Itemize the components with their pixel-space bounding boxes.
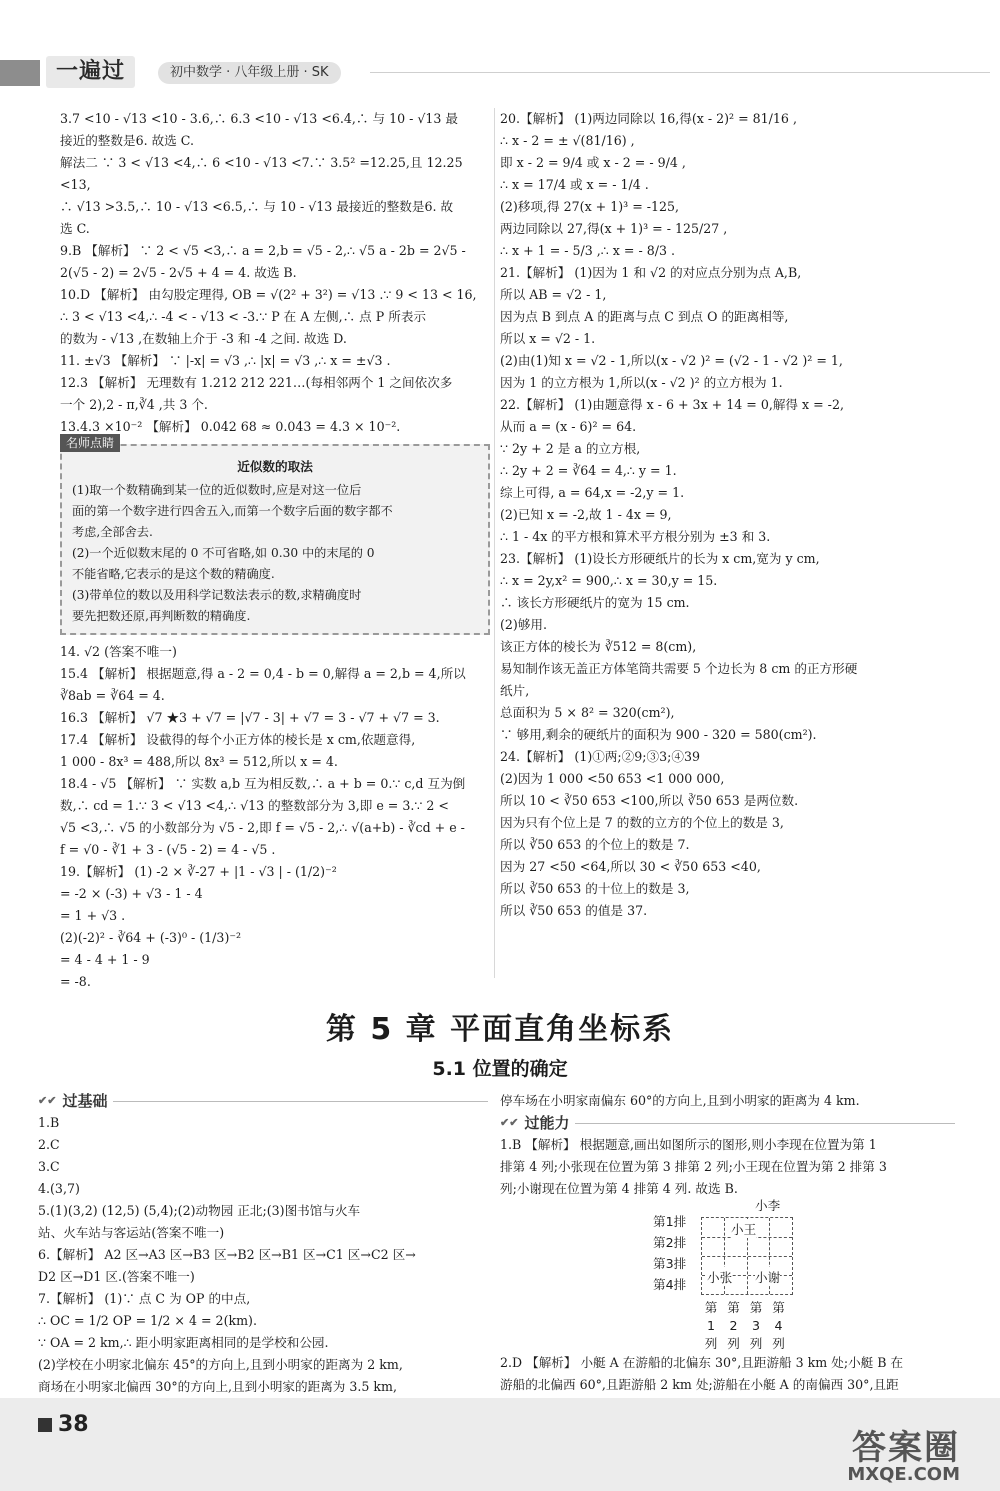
answer-line: ∴ 3 < √13 <4,∴ -4 < - √13 < -3.∵ P 在 A 左侧,∴ 点 P 所表示 bbox=[60, 309, 427, 324]
left-column bbox=[60, 108, 490, 993]
answer-line: 15.4 【解析】 根据题意,得 a - 2 = 0,4 - b = 0,解得 a = 2,b = 4,所以 bbox=[60, 666, 466, 681]
answer-line: 排第 4 列;小张现在位置为第 3 排第 2 列;小王现在位置为第 2 排第 3 bbox=[500, 1159, 887, 1174]
answer-line: ∵ OA = 2 km,∴ 距小明家距离相同的是学校和公园. bbox=[38, 1335, 329, 1350]
check-icon: ✔✔ bbox=[38, 1094, 57, 1107]
answer-line: (2)(-2)² - ∛64 + (-3)⁰ - (1/3)⁻² bbox=[60, 930, 242, 945]
basic-title-rule bbox=[113, 1101, 488, 1102]
tip-line: 不能省略,它表示的是这个数的精确度. bbox=[72, 567, 275, 581]
answer-line: D2 区→D1 区.(答案不唯一) bbox=[38, 1269, 195, 1284]
ability-answers bbox=[500, 1134, 955, 1200]
basic-title bbox=[38, 1090, 488, 1112]
answer-line: 23.【解析】 (1)设长方形硬纸片的长为 x cm,宽为 y cm, bbox=[500, 551, 820, 566]
column-label: 第 2 列 bbox=[727, 1300, 740, 1351]
answer-line: ∴ √13 >3.5,∴ 10 - √13 <6.5,∴ 与 10 - √13 最接近的整数是6. 故 bbox=[60, 199, 454, 214]
answer-line: 从而 a = (x - 6)² = 64. bbox=[500, 419, 637, 434]
answer-line: ∴ 2y + 2 = ∛64 = 4,∴ y = 1. bbox=[500, 463, 677, 478]
answer-line: ∴ 该长方形硬纸片的宽为 15 cm. bbox=[500, 595, 690, 610]
answer-line: (2)学校在小明家北偏东 45°的方向上,且到小明家的距离为 2 km, bbox=[38, 1357, 403, 1372]
answer-line: 商场在小明家北偏西 30°的方向上,且到小明家的距离为 3.5 km, bbox=[38, 1379, 398, 1394]
header-tab bbox=[0, 60, 40, 86]
tip-title: 近似数的取法 bbox=[237, 459, 313, 474]
answer-line: √5 <3,∴ √5 的小数部分为 √5 - 2,即 f = √5 - 2,∴ √(a+b) - ∛cd + e - bbox=[60, 820, 465, 835]
left-answers-1 bbox=[60, 108, 490, 438]
answer-line: 19.【解析】 (1) -2 × ∛-27 + |1 - √3 | - (1/2)⁻² bbox=[60, 864, 337, 879]
continued-line: 停车场在小明家南偏东 60°的方向上,且到小明家的距离为 4 km. bbox=[500, 1093, 860, 1108]
page-header bbox=[0, 52, 1000, 96]
book-label: 初中数学 · 八年级上册 · SK bbox=[158, 62, 341, 84]
row-label: 第4排 bbox=[653, 1277, 687, 1292]
ability-title-text: 过能力 bbox=[524, 1114, 570, 1132]
answer-line: 18.4 - √5 【解析】 ∵ 实数 a,b 互为相反数,∴ a + b = 0.∵ c,d 互为倒 bbox=[60, 776, 466, 791]
answer-line: ∴ x = 17/4 或 x = - 1/4 . bbox=[500, 177, 649, 192]
answer-line: 7.【解析】 (1)∵ 点 C 为 OP 的中点, bbox=[38, 1291, 251, 1306]
answer-line: 所以 ∛50 653 的个位上的数是 7. bbox=[500, 837, 690, 852]
answer-line: ∴ x + 1 = - 5/3 ,∴ x = - 8/3 . bbox=[500, 243, 675, 258]
tip-line: (1)取一个数精确到某一位的近似数时,应是对这一位后 bbox=[72, 483, 362, 497]
page-number bbox=[38, 1412, 89, 1437]
answer-line: 22.【解析】 (1)由题意得 x - 6 + 3x + 14 = 0,解得 x = -2, bbox=[500, 397, 844, 412]
answer-line: 6.【解析】 A2 区→A3 区→B3 区→B2 区→B1 区→C1 区→C2 区→ bbox=[38, 1247, 416, 1262]
answer-line: 10.D 【解析】 由勾股定理得, OB = √(2² + 3²) = √13 .∵ 9 < 13 < 16, bbox=[60, 287, 477, 302]
answer-line: 解法二 ∵ 3 < √13 <4,∴ 6 <10 - √13 <7.∵ 3.5² =12.25,且 12.25 <13, bbox=[60, 155, 463, 192]
answer-line: 12.3 【解析】 无理数有 1.212 212 221…(每相邻两个 1 之间依次多 bbox=[60, 375, 453, 390]
tip-content bbox=[72, 480, 478, 627]
seat-chart bbox=[653, 1195, 835, 1351]
answer-line: (2)由(1)知 x = √2 - 1,所以(x - √2 )² = (√2 - 1 - √2 )² = 1, bbox=[500, 353, 843, 368]
page-number-text: 38 bbox=[58, 1412, 89, 1437]
right-column bbox=[500, 108, 950, 922]
answer-line: 因为 27 <50 <64,所以 30 < ∛50 653 <40, bbox=[500, 859, 761, 874]
page-footer bbox=[0, 1398, 1000, 1491]
answer-line: 2.D 【解析】 小艇 A 在游船的北偏东 30°,且距游船 3 km 处;小艇 B 在 bbox=[500, 1355, 904, 1370]
tip-line: 要先把数还原,再判断数的精确度. bbox=[72, 609, 251, 623]
ability-title-rule bbox=[575, 1123, 955, 1124]
answer-line: 11. ±√3 【解析】 ∵ |-x| = √3 ,∴ |x| = √3 ,∴ x = ±√3 . bbox=[60, 353, 391, 368]
teacher-tip-box bbox=[60, 436, 490, 635]
answer-line: 数,∴ cd = 1.∵ 3 < √13 <4,∴ √13 的整数部分为 3,即 e = 3.∵ 2 < bbox=[60, 798, 449, 813]
column-divider bbox=[494, 108, 495, 978]
answer-line: 所以 ∛50 653 的值是 37. bbox=[500, 903, 648, 918]
row-label: 第3排 bbox=[653, 1256, 687, 1271]
row-label: 第1排 bbox=[653, 1214, 687, 1229]
ability-answers-2 bbox=[500, 1352, 955, 1396]
basic-answers bbox=[38, 1112, 488, 1398]
header-rule bbox=[370, 72, 990, 73]
basic-title-text: 过基础 bbox=[62, 1092, 108, 1110]
series-logo: 一遍过 bbox=[46, 56, 135, 88]
column-label: 第 1 列 bbox=[704, 1300, 718, 1351]
answer-line: 易知制作该无盖正方体笔筒共需要 5 个边长为 8 cm 的正方形硬 bbox=[500, 661, 858, 676]
answer-line: 所以 10 < ∛50 653 <100,所以 ∛50 653 是两位数. bbox=[500, 793, 799, 808]
person-li: 小李 bbox=[755, 1198, 781, 1213]
answer-line: 3.C bbox=[38, 1159, 60, 1174]
answer-line: 16.3 【解析】 √7 ★3 + √7 = |√7 - 3| + √7 = 3 - √7 + √7 = 3. bbox=[60, 710, 440, 725]
answer-line: 9.B 【解析】 ∵ 2 < √5 <3,∴ a = 2,b = √5 - 2,∴ √5 a - 2b = 2√5 - bbox=[60, 243, 466, 258]
answer-line: ∵ 够用,剩余的硬纸片的面积为 900 - 320 = 580(cm²). bbox=[500, 727, 817, 742]
answer-line: (2)移项,得 27(x + 1)³ = -125, bbox=[500, 199, 680, 214]
check-icon: ✔✔ bbox=[500, 1116, 519, 1129]
ability-title bbox=[500, 1112, 955, 1134]
answer-line: ∴ x = 2y,x² = 900,∴ x = 30,y = 15. bbox=[500, 573, 718, 588]
answer-line: 因为点 B 到点 A 的距离与点 C 到点 O 的距离相等, bbox=[500, 309, 789, 324]
answer-line: 2.C bbox=[38, 1137, 60, 1152]
answer-line: 该正方体的棱长为 ∛512 = 8(cm), bbox=[500, 639, 697, 654]
answer-line: ∛8ab = ∛64 = 4. bbox=[60, 688, 165, 703]
answer-line: 20.【解析】 (1)两边同除以 16,得(x - 2)² = 81/16 , bbox=[500, 111, 797, 126]
answer-line: 站、火车站与客运站(答案不唯一) bbox=[38, 1225, 225, 1240]
answer-line: = 4 - 4 + 1 - 9 bbox=[60, 952, 150, 967]
answer-line: = -2 × (-3) + √3 - 1 - 4 bbox=[60, 886, 203, 901]
answer-line: 即 x - 2 = 9/4 或 x - 2 = - 9/4 , bbox=[500, 155, 686, 170]
answer-line: ∴ 1 - 4x 的平方根和算术平方根分别为 ±3 和 3. bbox=[500, 529, 771, 544]
answer-line: 4.(3,7) bbox=[38, 1181, 80, 1196]
row-label: 第2排 bbox=[653, 1235, 687, 1250]
answer-line: (2)够用. bbox=[500, 617, 548, 632]
answer-line: ∵ 2y + 2 是 a 的立方根, bbox=[500, 441, 641, 456]
answer-line: 1.B 【解析】 根据题意,画出如图所示的图形,则小李现在位置为第 1 bbox=[500, 1137, 877, 1152]
answer-line: 2(√5 - 2) = 2√5 - 2√5 + 4 = 4. 故选 B. bbox=[60, 265, 297, 280]
answer-line: 两边同除以 27,得(x + 1)³ = - 125/27 , bbox=[500, 221, 728, 236]
answer-line: 所以 ∛50 653 的十位上的数是 3, bbox=[500, 881, 690, 896]
answer-line: 1.B bbox=[38, 1115, 60, 1130]
answer-line: 总面积为 5 × 8² = 320(cm²), bbox=[500, 705, 675, 720]
answer-line: 列;小谢现在位置为第 4 排第 4 列. 故选 B. bbox=[500, 1181, 738, 1196]
column-label: 第 4 列 bbox=[772, 1300, 785, 1351]
answer-line: 的数为 - √13 ,在数轴上介于 -3 和 -4 之间. 故选 D. bbox=[60, 331, 347, 346]
answer-line: 17.4 【解析】 设截得的每个小正方体的棱长是 x cm,依题意得, bbox=[60, 732, 416, 747]
tip-line: (2)一个近似数末尾的 0 不可省略,如 0.30 中的末尾的 0 bbox=[72, 546, 375, 560]
answer-line: 因为 1 的立方根为 1,所以(x - √2 )² 的立方根为 1. bbox=[500, 375, 783, 390]
answer-line: 5.(1)(3,2) (12,5) (5,4);(2)动物园 正北;(3)图书馆与火车 bbox=[38, 1203, 361, 1218]
answer-line: (2)已知 x = -2,故 1 - 4x = 9, bbox=[500, 507, 672, 522]
section-title: 5.1 位置的确定 bbox=[432, 1058, 568, 1080]
answer-line: ∴ OC = 1/2 OP = 1/2 × 4 = 2(km). bbox=[38, 1313, 257, 1328]
answer-line: (2)因为 1 000 <50 653 <1 000 000, bbox=[500, 771, 725, 786]
answer-line: 因为只有个位上是 7 的数的立方的个位上的数是 3, bbox=[500, 815, 784, 830]
answer-line: 纸片, bbox=[500, 683, 530, 698]
person-zhang: 小张 bbox=[707, 1267, 732, 1286]
column-label: 第 3 列 bbox=[749, 1300, 763, 1351]
tip-label: 名师点睛 bbox=[60, 434, 120, 452]
right-answers bbox=[500, 108, 950, 922]
answer-line: 14. √2 (答案不唯一) bbox=[60, 644, 177, 659]
answer-line: 13.4.3 ×10⁻² 【解析】 0.042 68 ≈ 0.043 = 4.3 × 10⁻². bbox=[60, 419, 401, 434]
answer-line: 接近的整数是6. 故选 C. bbox=[60, 133, 194, 148]
chapter-title: 第 5 章 平面直角坐标系 bbox=[325, 1012, 675, 1047]
basic-section bbox=[38, 1090, 488, 1398]
tip-line: (3)带单位的数以及用科学记数法表示的数,求精确度时 bbox=[72, 588, 362, 602]
tip-line: 考虑,全部舍去. bbox=[72, 525, 153, 539]
answer-line: 一个 2),2 - π,∛4 ,共 3 个. bbox=[60, 397, 208, 412]
answer-line: = -8. bbox=[60, 974, 91, 989]
answer-line: 游船的北偏西 60°,且距游船 2 km 处;游船在小艇 A 的南偏西 30°,且距 bbox=[500, 1377, 899, 1392]
page-marker-icon bbox=[38, 1418, 52, 1432]
answer-line: 综上可得, a = 64,x = -2,y = 1. bbox=[500, 485, 685, 500]
answer-line: 所以 x = √2 - 1. bbox=[500, 331, 596, 346]
left-answers-2 bbox=[60, 641, 490, 993]
answer-line: 21.【解析】 (1)因为 1 和 √2 的对应点分别为点 A,B, bbox=[500, 265, 802, 280]
tip-line: 面的第一个数字进行四舍五入,而第一个数字后面的数字都不 bbox=[72, 504, 393, 518]
watermark-logo: 答案圈 bbox=[852, 1428, 960, 1468]
watermark-url: MXQE.COM bbox=[847, 1464, 960, 1485]
person-xie: 小谢 bbox=[755, 1267, 780, 1286]
answer-line: 3.7 <10 - √13 <10 - 3.6,∴ 6.3 <10 - √13 <6.4,∴ 与 10 - √13 最 bbox=[60, 111, 459, 126]
answer-line: = 1 + √3 . bbox=[60, 908, 126, 923]
answer-line: 选 C. bbox=[60, 221, 90, 236]
answer-line: 24.【解析】 (1)①两;②9;③3;④39 bbox=[500, 749, 700, 764]
grid-line bbox=[702, 1256, 792, 1257]
answer-line: ∴ x - 2 = ± √(81/16) , bbox=[500, 133, 635, 148]
person-wang: 小王 bbox=[731, 1219, 756, 1238]
answer-line: 1 000 - 8x³ = 488,所以 8x³ = 512,所以 x = 4. bbox=[60, 754, 338, 769]
answer-line: f = √0 - ∛1 + 3 - (√5 - 2) = 4 - √5 . bbox=[60, 842, 276, 857]
answer-line: 所以 AB = √2 - 1, bbox=[500, 287, 607, 302]
